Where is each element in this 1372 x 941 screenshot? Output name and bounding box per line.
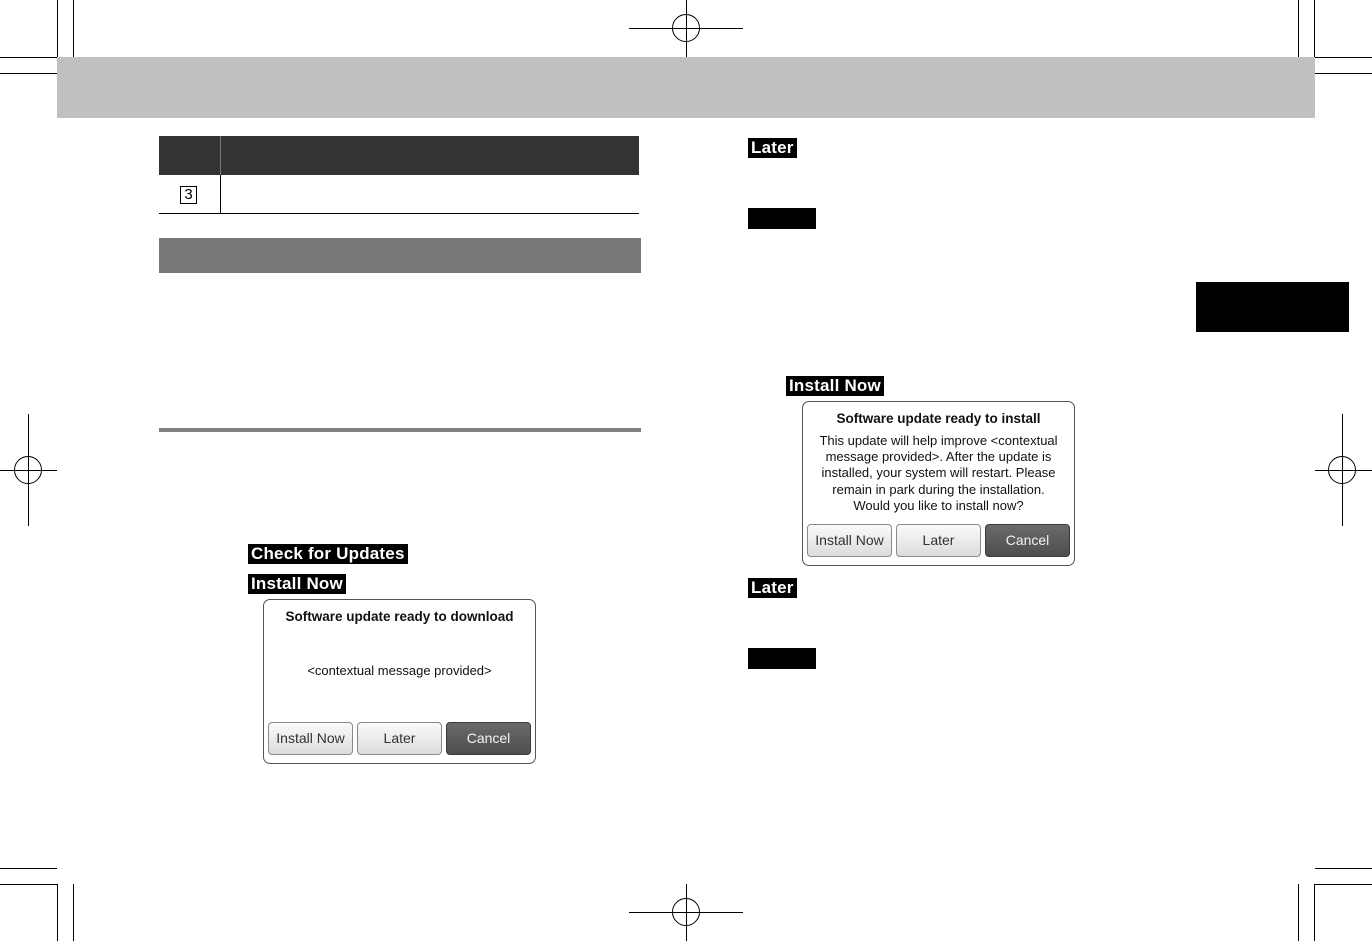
later-tag: Later — [748, 138, 797, 158]
install-now-tag: Install Now — [786, 376, 884, 396]
install-now-button[interactable]: Install Now — [268, 722, 353, 755]
download-dialog — [263, 599, 536, 764]
note-label-block — [748, 648, 816, 669]
later-tag: Later — [748, 578, 797, 598]
note-label-block — [748, 208, 816, 229]
section-divider — [159, 428, 641, 432]
dialog-title: Software update ready to download — [285, 609, 514, 624]
later-button[interactable]: Later — [357, 722, 442, 755]
dialog-title: Software update ready to install — [836, 411, 1041, 426]
row-number-badge: 3 — [180, 186, 197, 204]
table-row — [159, 175, 639, 214]
table-header — [159, 136, 639, 175]
install-now-tag: Install Now — [248, 574, 346, 594]
cancel-button[interactable]: Cancel — [985, 524, 1070, 557]
install-now-button[interactable]: Install Now — [807, 524, 892, 557]
chapter-side-tab — [1196, 282, 1349, 332]
dialog-message: <contextual message provided> — [307, 663, 492, 678]
page-header-band — [57, 57, 1315, 118]
dialog-message: This update will help improve <contextual message provided>. After the update is installed, your system will restart. Please remain in park during the installation. Would you like to install now? — [819, 433, 1058, 513]
check-for-updates-tag: Check for Updates — [248, 544, 408, 564]
later-button[interactable]: Later — [896, 524, 981, 557]
install-dialog — [802, 401, 1075, 566]
cancel-button[interactable]: Cancel — [446, 722, 531, 755]
section-heading-bar — [159, 238, 641, 273]
